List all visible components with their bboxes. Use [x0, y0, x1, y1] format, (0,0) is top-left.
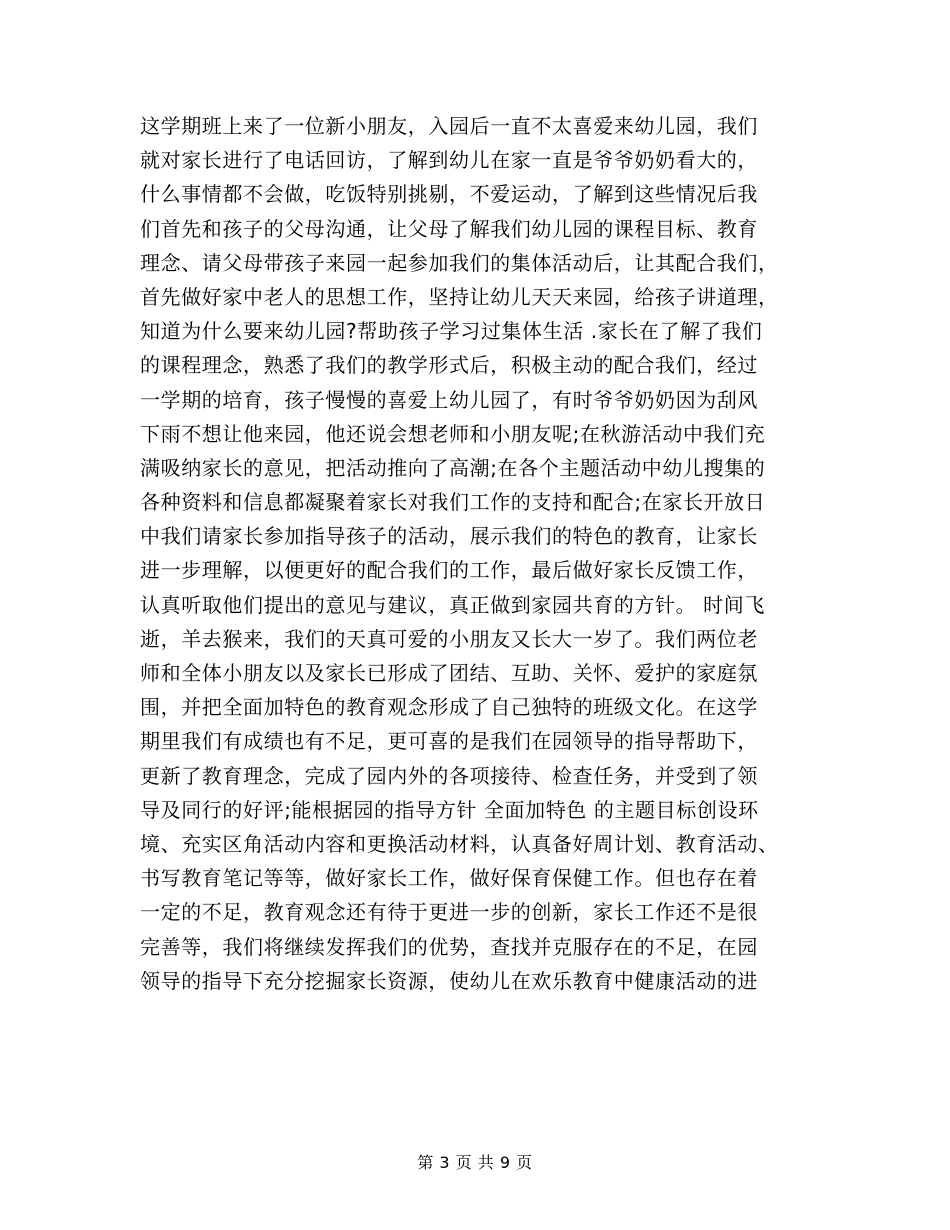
text-line: 首先做好家中老人的思想工作，坚持让幼儿天天来园，给孩子讲道理， — [140, 284, 779, 309]
text-line: 知道为什么要来幼儿园?帮助孩子学习过集体生活 .家长在了解了我们 — [140, 319, 763, 344]
text-line: 认真听取他们提出的意见与建议，真正做到家园共育的方针。 时间飞 — [140, 592, 765, 617]
text-line: 一学期的培育，孩子慢慢的喜爱上幼儿园了，有时爷爷奶奶因为刮风 — [140, 387, 758, 412]
text-line: 中我们请家长参加指导孩子的活动，展示我们的特色的教育，让家长 — [140, 524, 758, 549]
text-line: 这学期班上来了一位新小朋友，入园后一直不太喜爱来幼儿园，我们 — [140, 114, 758, 138]
text-line: 师和全体小朋友以及家长已形成了团结、互助、关怀、爱护的家庭氛 — [140, 661, 758, 685]
text-line: 领导的指导下充分挖掘家长资源，使幼儿在欢乐教育中健康活动的进 — [140, 968, 758, 993]
text-line: 进一步理解，以便更好的配合我们的工作，最后做好家长反馈工作， — [140, 558, 758, 583]
text-line: 理念、请父母带孩子来园一起参加我们的集体活动后，让其配合我们， — [140, 250, 779, 275]
text-line: 境、充实区角活动内容和更换活动材料，认真备好周计划、教育活动、 — [140, 831, 779, 856]
text-line: 围，并把全面加特色的教育观念形成了自己独特的班级文化。在这学 — [140, 695, 758, 720]
page-footer: 第 3 页 共 9 页 — [417, 1153, 533, 1172]
text-line: 导及同行的好评;能根据园的指导方针 全面加特色 的主题目标创设环 — [140, 797, 759, 822]
text-line: 们首先和孩子的父母沟通，让父母了解我们幼儿园的课程目标、教育 — [140, 216, 758, 241]
text-line: 的课程理念，熟悉了我们的教学形式后，积极主动的配合我们，经过 — [140, 353, 758, 378]
text-line: 逝，羊去猴来，我们的天真可爱的小朋友又长大一岁了。我们两位老 — [140, 626, 758, 651]
text-line: 什么事情都不会做，吃饭特别挑剔，不爱运动，了解到这些情况后我 — [140, 182, 758, 207]
text-line: 就对家长进行了电话回访，了解到幼儿在家一直是爷爷奶奶看大的， — [140, 148, 758, 173]
text-line: 更新了教育理念，完成了园内外的各项接待、检查任务，并受到了领 — [140, 763, 758, 788]
text-line: 满吸纳家长的意见，把活动推向了高潮;在各个主题活动中幼儿搜集的 — [140, 455, 766, 480]
text-line: 各种资料和信息都凝聚着家长对我们工作的支持和配合;在家长开放日 — [140, 490, 766, 515]
body-paragraph — [140, 109, 820, 998]
text-line: 完善等，我们将继续发挥我们的优势，查找并克服存在的不足，在园 — [140, 934, 758, 959]
text-line: 期里我们有成绩也有不足，更可喜的是我们在园领导的指导帮助下， — [140, 729, 758, 754]
text-line: 下雨不想让他来园，他还说会想老师和小朋友呢;在秋游活动中我们充 — [140, 421, 766, 446]
text-line: 书写教育笔记等等，做好家长工作，做好保育保健工作。但也存在着 — [140, 866, 758, 891]
text-line: 一定的不足，教育观念还有待于更进一步的创新，家长工作还不是很 — [140, 900, 758, 925]
